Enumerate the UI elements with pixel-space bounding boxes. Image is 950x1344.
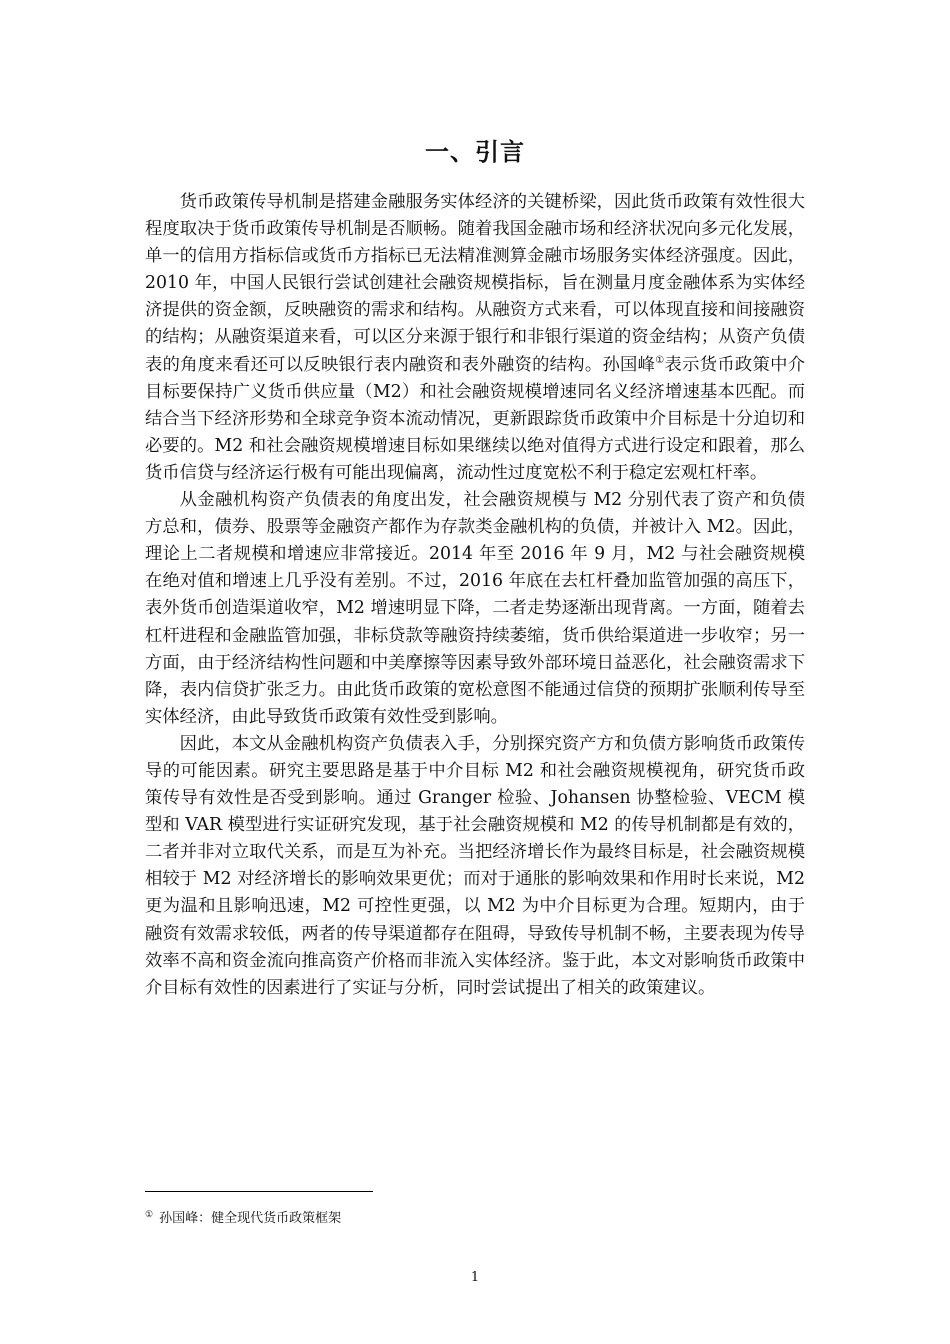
paragraph-1-text-a: 货币政策传导机制是搭建金融服务实体经济的关键桥梁，因此货币政策有效性很大程度取决于货币政策传导机制是否顺畅。随着我国金融市场和经济状况向多元化发展，单一的信用方指标信或货币方指标已无法精准测算金融市场服务实体经济强度。因此，2010 年，中国人民银行尝试创建社会融资规模指标，旨在测量月度金融体系为实体经济提供的资金额，反映融资的需求和结构。从融资方式来看，可以体现直接和间接融资的结构；从融资渠道来看，可以区分来源于银行和非银行渠道的资金结构；从资产负债表的角度来看还可以反映银行表内融资和表外融资的结构。孙国峰 [145, 192, 805, 375]
page-number: 1 [470, 1270, 480, 1285]
footnote-reference[interactable]: ① [655, 354, 665, 366]
paragraph-1-text-b: 表示货币政策中介目标要保持广义货币供应量（M2）和社会融资规模增速同名义经济增速基本匹配。而结合当下经济形势和全球竞争资本流动情况，更新跟踪货币政策中介目标是十分迫切和必要的。M2 和社会融资规模增速目标如果继续以绝对值得方式进行设定和跟着，那么货币信贷与经济运行极有可能出现偏离，流动性过度宽松不利于稳定宏观杠杆率。 [145, 354, 805, 483]
footnote-mark: ① [145, 1209, 154, 1220]
paragraph-3: 因此，本文从金融机构资产负债表入手，分别探究资产方和负债方影响货币政策传导的可能因素。研究主要思路是基于中介目标 M2 和社会融资规模视角，研究货币政策传导有效性是否受到影响。通过 Granger 检验、Johansen 协整检验、VECM 模型和 VAR 模型进行实证研究发现，基于社会融资规模和 M2 的传导机制都是有效的，二者并非对立取代关系，而是互为补充。当把经济增长作为最终目标是，社会融资规模相较于 M2 对经济增长的影响效果更优；而对于通胀的影响效果和作用时长来说，M2 更为温和且影响迅速，M2 可控性更强，以 M2 为中介目标更为合理。短期内，由于融资有效需求较低，两者的传导渠道都存在阻碍，导致传导机制不畅，主要表现为传导效率不高和资金流向推高资产价格而非流入实体经济。鉴于此，本文对影响货币政策中介目标有效性的因素进行了实证与分析，同时尝试提出了相关的政策建议。 [145, 733, 805, 998]
body-text [145, 189, 805, 1002]
paragraph-2: 从金融机构资产负债表的角度出发，社会融资规模与 M2 分别代表了资产和负债方总和，债券、股票等金融资产都作为存款类金融机构的负债，并被计入 M2。因此，理论上二者规模和增速应非常接近。2014 年至 2016 年 9 月，M2 与社会融资规模在绝对值和增速上几乎没有差别。不过，2016 年底在去杠杆叠加监管加强的高压下，表外货币创造渠道收窄，M2 增速明显下降，二者走势逐渐出现背离。一方面，随着去杠杆进程和金融监管加强，非标贷款等融资持续萎缩，货币供给渠道进一步收窄；另一方面，由于经济结构性问题和中美摩擦等因素导致外部环境日益恶化，社会融资需求下降，表内信贷扩张乏力。由此货币政策的宽松意图不能通过信贷的预期扩张顺利传导至实体经济，由此导致货币政策有效性受到影响。 [145, 490, 805, 727]
footnote-separator [145, 1191, 373, 1192]
section-heading: 一、引言 [425, 138, 525, 166]
paragraph-1 [145, 189, 805, 487]
footnote-text: 孙国峰：健全现代货币政策框架 [159, 1211, 342, 1226]
footnote [145, 1210, 341, 1228]
